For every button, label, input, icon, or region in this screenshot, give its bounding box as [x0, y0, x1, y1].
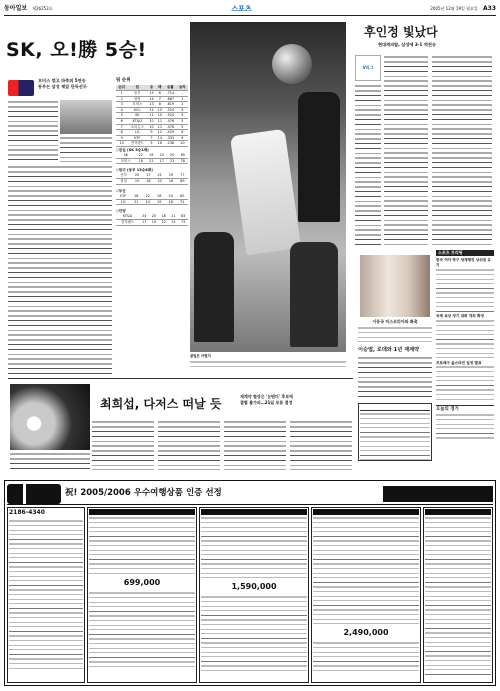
box-scores	[116, 146, 188, 226]
bottom-body-col1	[92, 420, 154, 470]
right-body-col3	[432, 55, 492, 245]
box-game2-title: ▽원주 (동부 15승6패)	[116, 168, 153, 173]
standings-cell: 모비스	[127, 102, 147, 108]
standings-cell: 3	[116, 102, 127, 108]
standings-cell: 6	[116, 119, 127, 125]
box-score-cell: 18	[131, 194, 142, 200]
standings-cell: SK	[127, 113, 147, 119]
box-game3-title: ▽부산	[116, 188, 126, 193]
box-score-cell: 19	[146, 153, 156, 159]
box-score-cell: KTF	[116, 194, 131, 200]
box-score-row	[116, 199, 188, 205]
ad-col2-body-a	[201, 516, 307, 580]
box-game4-table	[116, 214, 188, 226]
box-game2-table	[116, 173, 188, 185]
standings-cell: 11	[147, 113, 155, 119]
box-score-cell: 24	[157, 153, 167, 159]
standings-cell: .476	[164, 124, 177, 130]
bottom-body-col3	[224, 420, 286, 470]
vleague-logo	[355, 55, 381, 81]
standings-cell: 12	[156, 130, 164, 136]
brief-item-3: 프로배구 올스타전 일정 발표	[436, 360, 482, 365]
team-logo	[8, 80, 34, 96]
briefs	[436, 250, 494, 439]
box-score-cell: 20	[149, 214, 159, 220]
standings-cell: 14	[156, 135, 164, 141]
box-score-cell: 21	[131, 199, 142, 205]
box-score-cell: 77	[177, 173, 188, 179]
ad-col3-body-b	[313, 641, 419, 671]
box-score-cell: 15	[131, 179, 142, 185]
ad-price-1: 699,000	[123, 578, 161, 587]
standings-cell: 1	[116, 91, 127, 97]
ad-column-2	[199, 507, 309, 683]
standings-header-cell: 승차	[177, 85, 188, 91]
standings-cell: 10	[116, 141, 127, 147]
standings-cell: .476	[164, 119, 177, 125]
box-score-cell: KT&G	[116, 214, 139, 220]
today-games-title: 오늘의 경기	[436, 405, 494, 413]
ad-phone-block	[7, 507, 85, 683]
ad-col3-body-a	[313, 516, 419, 626]
bottom-body-col2	[158, 420, 220, 470]
standings-cell: 동부	[127, 91, 147, 97]
box-score-cell: 17	[139, 220, 149, 226]
photo-caption	[190, 354, 346, 369]
box-score-cell: LG	[116, 199, 131, 205]
box-score-row	[116, 158, 188, 164]
standings-cell: 11	[147, 107, 155, 113]
standings-cell: 2	[177, 102, 188, 108]
box-score-cell: 17	[143, 173, 154, 179]
brief-item-1: 한국 여자 탁구 세계랭킹 상위권 유지	[436, 258, 491, 267]
lead-body-col3	[8, 165, 112, 375]
standings-header-cell: 승률	[164, 85, 177, 91]
ad-price-2: 1,590,000	[231, 582, 277, 591]
box-score-cell: 22	[159, 220, 169, 226]
box-score-cell: 69	[177, 179, 188, 185]
box-score-cell: 80	[176, 194, 188, 200]
standings-cell: .524	[164, 113, 177, 119]
standings-cell: KT&G	[127, 119, 147, 125]
box-score-cell: 16	[153, 194, 164, 200]
box-score-cell: 21	[146, 158, 156, 164]
standings-title: 팀 순위	[116, 78, 131, 83]
lead-body-col1	[8, 100, 58, 162]
box-score-cell: 18	[159, 214, 169, 220]
ad-body	[7, 507, 493, 683]
box-score-cell: 22	[142, 194, 153, 200]
box-score-cell: 85	[177, 153, 188, 159]
box-game3-table	[116, 194, 188, 206]
lead-subhead-2: 동부는 삼성 제압 단독선두	[38, 84, 87, 89]
right-subhead: 현대캐피탈, 삼성에 3-1 역전승	[378, 42, 437, 47]
issue-date: 2005년 12월 19일 월요일	[430, 6, 478, 12]
ad-col2-header	[201, 509, 307, 515]
lead-subhead-1: 모비스 꺾고 파죽의 5연승	[38, 78, 86, 83]
box-score-cell: 14	[142, 199, 153, 205]
wedding-caption: 이동국 미스코리아와 화촉	[372, 319, 418, 324]
standings-cell: 8	[156, 102, 164, 108]
basketball	[272, 44, 312, 84]
bottom-subhead-2: 결별 불가피…21일 보류 결정	[240, 400, 293, 405]
photo-caption-title: 골밑은 어렵지	[190, 354, 211, 358]
standings-cell: 오리온스	[127, 124, 147, 130]
standings-cell: 5	[147, 141, 155, 147]
standings-cell: 10	[156, 113, 164, 119]
box-score-row	[116, 220, 188, 226]
standings-cell: 10	[177, 141, 188, 147]
section-name: 스포츠	[231, 4, 252, 13]
box-score-cell: 15	[168, 220, 178, 226]
player-jersey-dark-1	[298, 92, 340, 222]
standings-header-cell: 승	[147, 85, 155, 91]
standings-header-cell: 팀	[127, 85, 147, 91]
choi-photo	[10, 384, 90, 450]
box-score-cell: 18	[136, 158, 146, 164]
standings-cell: 전자랜드	[127, 141, 147, 147]
brief-item-2-text	[436, 319, 494, 359]
box-score-cell: 22	[167, 158, 177, 164]
player-thumb	[60, 100, 112, 134]
box-score-cell: 24	[165, 194, 176, 200]
briefs-header: 스포츠 브리핑	[436, 250, 494, 256]
standings-box	[116, 78, 188, 147]
box-score-cell: 19	[165, 173, 176, 179]
box-score-cell: 19	[149, 220, 159, 226]
standings-cell: 9	[147, 130, 155, 136]
ad-col1-body-a	[89, 516, 195, 576]
ad-column-3	[311, 507, 421, 683]
standings-cell: 11	[156, 124, 164, 130]
box-score-cell: SK	[116, 153, 136, 159]
wedding-headline: 이승엽, 로데와 1년 재계약	[358, 347, 420, 353]
box-score-cell: 72	[176, 199, 188, 205]
ad-header	[7, 483, 493, 505]
box-score-cell: 16	[165, 179, 176, 185]
box-score-cell: 83	[178, 214, 188, 220]
standings-cell: 8	[116, 130, 127, 136]
standings-cell: 15	[147, 91, 155, 97]
box-score-cell: 20	[131, 173, 142, 179]
standings-cell: 4	[177, 107, 188, 113]
brief-item-3-text	[436, 365, 494, 401]
paper-name: 동아일보	[4, 5, 28, 13]
bottom-story-rule	[8, 378, 353, 379]
standings-cell: .429	[164, 130, 177, 136]
wedding-body	[358, 356, 432, 400]
box-score-cell: 21	[168, 214, 178, 220]
standings-cell: LG	[127, 130, 147, 136]
right-headline: 후인정 빛났다	[364, 25, 438, 39]
box-game1-title: ▽잠실 (SK 5승1패)	[116, 148, 149, 152]
lead-body-col2	[60, 136, 112, 162]
bottom-headline: 최희섭, 다저스 떠날 듯	[100, 397, 222, 411]
standings-cell: 7	[116, 124, 127, 130]
box-score-cell: 18	[165, 199, 176, 205]
sports-score-box	[358, 403, 432, 461]
ad-right-body	[425, 516, 491, 676]
standings-cell: 5	[177, 119, 188, 125]
sports-box-header	[360, 405, 430, 411]
ad-logo	[7, 484, 61, 504]
box-game1-table	[116, 153, 188, 165]
ad-tagline	[383, 486, 493, 502]
lead-headline: SK, 오!勝 5승!	[6, 39, 147, 61]
standings-cell: .619	[164, 102, 177, 108]
standings-header-cell: 패	[156, 85, 164, 91]
ad-right-column	[423, 507, 493, 683]
box-score-cell: 20	[154, 179, 165, 185]
player-jersey-dark-3	[290, 242, 338, 347]
edition-number: 제26253호	[32, 6, 53, 12]
standings-cell: 6	[156, 91, 164, 97]
box-score-cell: 22	[136, 153, 146, 159]
ad-col1-header	[89, 509, 195, 515]
ad-col2-body-b	[201, 595, 307, 671]
standings-cell: -	[177, 91, 188, 97]
ad-phone: 2186-4340	[9, 509, 45, 516]
bottom-subheads	[240, 394, 350, 406]
box-score-cell: 19	[153, 199, 164, 205]
box-score-cell: 21	[154, 173, 165, 179]
standings-cell: 6	[177, 130, 188, 136]
standings-cell: .238	[164, 141, 177, 147]
standings-cell: 7	[156, 96, 164, 102]
wedding-caption-text	[358, 326, 432, 342]
ad-right-header	[425, 509, 491, 515]
box-score-cell: 24	[139, 214, 149, 220]
standings-cell: 10	[147, 124, 155, 130]
standings-cell: 5	[177, 124, 188, 130]
standings-cell: 10	[147, 119, 155, 125]
bottom-body-under-photo	[10, 452, 90, 470]
vleague-logo-text: V리그	[362, 65, 374, 71]
standings-cell: 11	[156, 119, 164, 125]
brief-item-2: 국제 육상 경기 대회 개최 확정	[436, 313, 484, 318]
box-score-cell: 동부	[116, 173, 131, 179]
ad-phone-body	[9, 519, 83, 669]
standings-cell: .333	[164, 135, 177, 141]
standings-cell: 2	[116, 96, 127, 102]
standings-cell: 8	[177, 135, 188, 141]
box-score-cell: 전자랜드	[116, 220, 139, 226]
box-score-cell: 17	[157, 158, 167, 164]
masthead	[4, 4, 496, 16]
box-score-cell: 78	[177, 158, 188, 164]
photo-caption-text	[190, 360, 346, 369]
standings-cell: .714	[164, 91, 177, 97]
standings-cell: 4	[177, 113, 188, 119]
box-score-cell: 18	[143, 179, 154, 185]
box-game4-title: ▽안양	[116, 209, 126, 214]
standings-cell: .667	[164, 96, 177, 102]
player-jersey-dark-2	[194, 232, 234, 342]
standings-cell: KTF	[127, 135, 147, 141]
sports-box-body	[360, 412, 430, 460]
player-jersey-white	[230, 129, 301, 255]
ad-headline: 祝! 2005/2006 우수여행상품 인증 선정	[65, 487, 222, 498]
ad-col1-body-b	[89, 591, 195, 671]
standings-cell: KCC	[127, 107, 147, 113]
standings-cell: 16	[156, 141, 164, 147]
standings-cell: 14	[147, 96, 155, 102]
standings-cell: 13	[147, 102, 155, 108]
box-score-cell: 20	[167, 153, 177, 159]
standings-header-cell: 순위	[116, 85, 127, 91]
today-games-list	[436, 413, 494, 439]
page-number: A33	[483, 5, 496, 13]
ad-column-1	[87, 507, 197, 683]
standings-table	[116, 85, 188, 147]
box-score-row	[116, 179, 188, 185]
bottom-body-col4	[290, 420, 352, 470]
standings-cell: 10	[156, 107, 164, 113]
ad-col3-header	[313, 509, 419, 515]
wedding-photo	[360, 255, 430, 317]
main-photo	[190, 22, 346, 352]
box-score-cell: 73	[178, 220, 188, 226]
standings-cell: 4	[116, 107, 127, 113]
standings-cell: 5	[116, 113, 127, 119]
travel-ad	[4, 480, 496, 686]
box-score-cell: 모비스	[116, 158, 136, 164]
standings-cell: 삼성	[127, 96, 147, 102]
standings-cell: 9	[116, 135, 127, 141]
standings-cell: .524	[164, 107, 177, 113]
box-score-cell: 삼성	[116, 179, 131, 185]
ad-price-3: 2,490,000	[343, 628, 389, 637]
brief-item-1-text	[436, 268, 494, 312]
standings-cell: 7	[147, 135, 155, 141]
lead-subheads	[38, 78, 112, 90]
right-body-col2	[355, 84, 381, 245]
standings-cell: 1	[177, 96, 188, 102]
right-body-col1	[384, 55, 428, 245]
bottom-subhead-1: 재계약 협상은 '논텐더' 후보에	[240, 394, 293, 399]
